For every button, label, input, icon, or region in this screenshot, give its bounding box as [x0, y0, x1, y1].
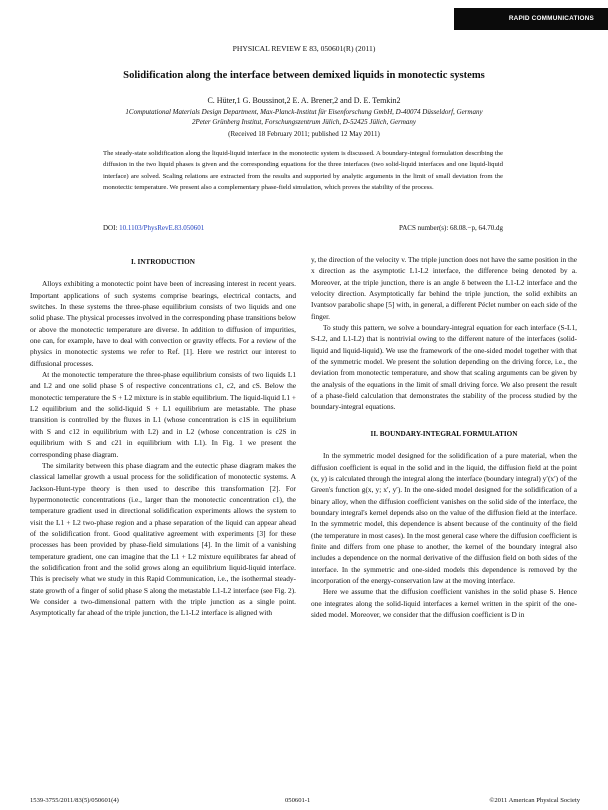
body-paragraph: Here we assume that the diffusion coefficient vanishes in the solid phase S. Hence one integrates along the solid-liquid interfaces a kernel written in the spirit of the one-sided model. Moreover, we consider that the diffusion coefficient is D in — [311, 587, 577, 619]
journal-line: PHYSICAL REVIEW E 83, 050601(R) (2011) — [232, 44, 376, 53]
doi-row — [103, 224, 503, 232]
body-paragraph: In the symmetric model designed for the solidification of a pure material, when the diffusion coefficient is equal in the solid and in the liquid, the diffusion field at the point (x, y) is calculated through the integral along the interface (boundary integral) y′(x′) of the Green's function g(x, y; x′, y′). In the one-sided model designed for the solidification of a binary alloy, when the diffusion coefficient vanishes on the solid side of the interface, the boundary integral's kernel depends also on the value of the diffusion field at the interface. In the symmetric model, this dependence is absent because of the continuity of the field (the temperature in most cases). In the most general case where the diffusion coefficient is finite and differs from one phase to another, the kernel of the boundary integral also includes a dependence on the normal derivative of the diffusion field on both sides of the interface. In the symmetric and one-sided models this dependence is removed by the incorporation of the energy-conservation law at the moving interface. — [311, 451, 577, 585]
footer-copyright: ©2011 American Physical Society — [489, 797, 580, 804]
rapid-communications-banner: RAPID COMMUNICATIONS — [454, 8, 608, 30]
footer-page-number: 050601-1 — [285, 797, 311, 804]
body-paragraph: Alloys exhibiting a monotectic point have been of increasing interest in recent years. Important applications of such systems comprise bearings, electrical contacts, and switches. In these systems the three-phase equilibrium consists of two liquids and one solid phase. The physical processes involved in the corresponding phase transitions below or above the monotectic temperature are diverse. In addition to diffusion of impurities, one can, for example, have to deal with convection or gravity effects. For a review of the physics in monotectic systems we refer to Ref. [1]. Here we restrict our interest to diffusional processes. — [30, 279, 296, 368]
body-paragraph: y, the direction of the velocity v. The triple junction does not have the same position in the x direction as the asymptotic L1-L2 interface, the difference being denoted by a. Moreover, at the triple junction, there is an angle δ between the L1-L2 interface and the velocity direction. Asymptotically far behind the triple junction, the solid exhibits an Ivantsov parabolic shape [5] with, in general, a different Péclet number on each side of the finger. — [311, 255, 577, 321]
section-heading-boundary-integral: II. BOUNDARY-INTEGRAL FORMULATION — [370, 429, 518, 438]
doi-label: DOI: — [103, 224, 120, 232]
received-dates: (Received 18 February 2011; published 12 May 2011) — [228, 130, 380, 138]
body-paragraph: The similarity between this phase diagram and the eutectic phase diagram makes the classical lamellar growth a usual process for the solidification of monotectic systems. A Jackson-Hunt-type theory is then used to describe this transformation [2]. For hypermonotectic concentrations (i.e., larger than the monotectic concentration c1), the temperature gradient used in directional solidification experiments allows the system to visit the L1 + L2 two-phase region and a phase separation of the liquid can appear ahead of the solidification front. Good qualitative agreement with experiments [3] for these processes has been provided by phase-field simulations [4]. In the limit of a vanishing temperature gradient, one can imagine that the L1 + L2 mixture equilibrates far ahead of the solidification front and the solid grows along an equilibrium liquid-liquid interface. This is precisely what we study in this Rapid Communication, i.e., the isothermal steady-state growth of a finger of solid phase S along the metastable L1-L2 interface (see Fig. 2). We consider a two-dimensional pattern with the triple junction as a single point. Asymptotically far ahead of the triple junction, the L1-L2 interface is aligned with — [30, 460, 296, 618]
footer-issn: 1539-3755/2011/83(5)/050601(4) — [30, 797, 119, 804]
doi-link[interactable]: 10.1103/PhysRevE.83.050601 — [119, 224, 205, 232]
affiliation-2: 2Peter Grünberg Institut, Forschungszentrum Jülich, D-52425 Jülich, Germany — [191, 118, 417, 126]
body-paragraph: To study this pattern, we solve a boundary-integral equation for each interface (S-L1, S-L2, and L1-L2) that is nontrivial owing to the different nature of the interfaces (solid-liquid and liquid-liquid). We use the framework of the one-sided model together with that of the symmetric model. We present the solution depending on the driving force, i.e., the deviation from monotectic temperature, and show that scaling arguments can be given by the analysis of the equations in the limit of small driving force. We also present the result of a phase-field calculation that demonstrates the stability of the process studied by the boundary-integral equations. — [311, 323, 577, 412]
author-list: C. Hüter,1 G. Boussinot,2 E. A. Brener,2 and D. E. Temkin2 — [207, 96, 401, 105]
abstract: The steady-state solidification along the liquid-liquid interface in the monotectic system is discussed. A boundary-integral formulation describing the diffusion in the two liquid phases is given and the corresponding equations for the three interfaces (two solid-liquid interfaces and one liquid-liquid interface) are solved. Scaling relations are extracted from the results and supported by analytic arguments in the limit of small deviation from the monotectic temperature. We present also a complementary phase-field simulation, which proves the stability of the process. — [103, 150, 503, 192]
left-column — [30, 253, 296, 619]
section-heading-introduction: I. INTRODUCTION — [131, 258, 195, 266]
pacs-numbers: PACS number(s): 68.08.−p, 64.70.dg — [398, 224, 503, 232]
paper-title: Solidification along the interface between demixed liquids in monotectic systems — [123, 70, 485, 81]
affiliation-1: 1Computational Materials Design Department, Max-Planck-Institut für Eisenforschung GmbH, D-40074 Düsseldorf, Germany — [125, 108, 483, 116]
body-paragraph: At the monotectic temperature the three-phase equilibrium consists of two liquids L1 and L2 and one solid phase S of respective concentrations c1, c2, and cS. Below the monotectic temperature the S + L2 mixture is in stable equilibrium. The liquid-liquid L1 + L2 equilibrium and the solid-liquid S + L1 equilibrium are metastable. The phase transition is controlled by the fluxes in L1 (whose concentration is c1S in equilibrium with S and c12 in equilibrium with L2) and in L2 (whose concentration is c2S in equilibrium with S and c21 in equilibrium with L1). In Fig. 1 we present the corresponding phase diagram. — [30, 370, 296, 459]
right-column — [311, 254, 577, 620]
